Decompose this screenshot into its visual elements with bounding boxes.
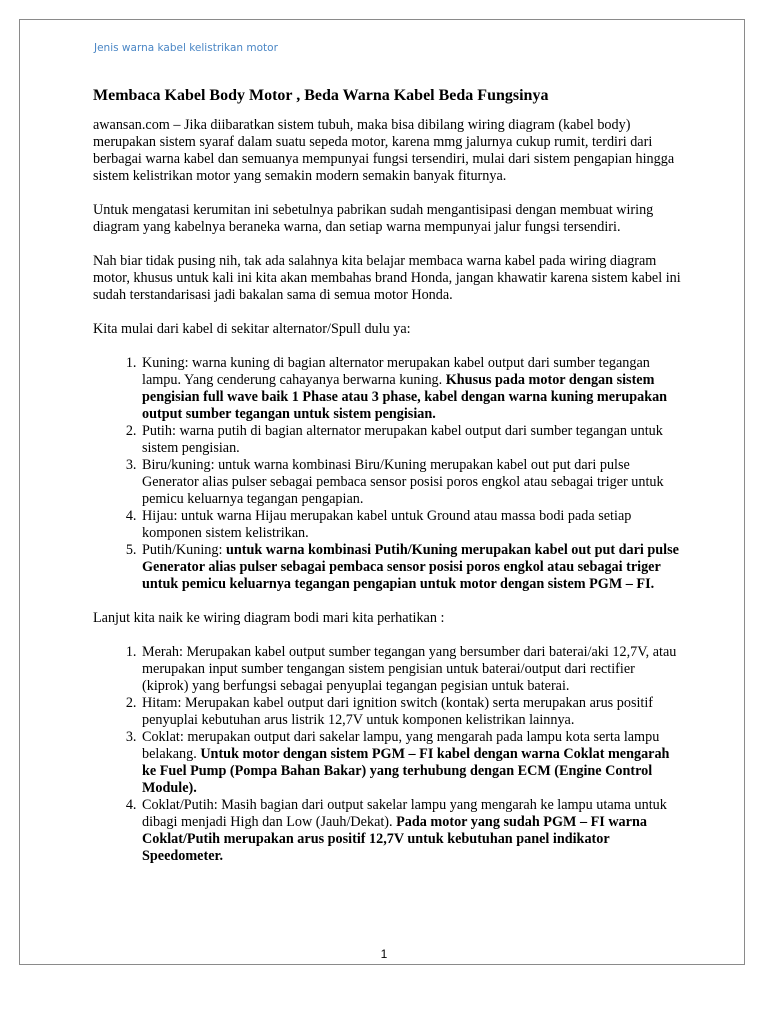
body-wiring-intro: Lanjut kita naik ke wiring diagram bodi mari kita perhatikan : bbox=[93, 610, 445, 626]
item-bold-text: Khusus pada motor dengan sistem pengisian full wave baik 1 Phase atau 3 phase, kabel dengan warna kuning merupakan output sumber tegangan untuk sistem pengisian. bbox=[142, 372, 668, 422]
item-bold-text: Pada motor yang sudah PGM – FI warna Coklat/Putih merupakan arus positif 12,7V untuk kebutuhan panel indikator Speedometer. bbox=[142, 814, 647, 864]
list-item bbox=[140, 508, 683, 542]
list-item bbox=[140, 542, 683, 593]
item-bold-text: untuk warna kombinasi Putih/Kuning merupakan kabel out put dari pulse Generator alias pulser sebagai pembaca sensor posisi poros engkol atau sebagai triger untuk pemicu keluarnya tegangan pengapian untuk motor dengan sistem PGM – FI. bbox=[142, 542, 679, 592]
running-header: Jenis warna kabel kelistrikan motor bbox=[94, 42, 278, 54]
item-bold-text: Untuk motor dengan sistem PGM – FI kabel dengan warna Coklat mengarah ke Fuel Pump (Pompa Bahan Bakar) yang terhubung dengan ECM (Engine Control Module). bbox=[142, 746, 670, 796]
list-item bbox=[140, 797, 683, 865]
article-body bbox=[93, 86, 683, 882]
item-text: Merah: Merupakan kabel output sumber tegangan yang bersumber dari baterai/aki 12,7V, atau merupakan input sumber tengangan sistem pengisian untuk baterai/output dari rectifier (kiprok) yang berfungsi sebagai penyuplai tegangan pegisian untuk baterai. bbox=[142, 644, 677, 694]
alternator-wire-list bbox=[93, 355, 683, 593]
alternator-intro: Kita mulai dari kabel di sekitar alternator/Spull dulu ya: bbox=[93, 321, 411, 337]
item-text: Hijau: untuk warna Hijau merupakan kabel untuk Ground atau massa bodi pada setiap komponen sistem kelistrikan. bbox=[142, 508, 632, 541]
item-text: Hitam: Merupakan kabel output dari ignition switch (kontak) serta merupakan arus positif penyuplai kebutuhan arus listrik 12,7V untuk komponen kelistrikan lainnya. bbox=[142, 695, 654, 728]
item-text: Coklat/Putih: Masih bagian dari output sakelar lampu yang mengarah ke lampu utama untuk dibagi menjadi High dan Low (Jauh/Dekat). bbox=[142, 797, 667, 830]
item-text: Biru/kuning: untuk warna kombinasi Biru/Kuning merupakan kabel out put dari pulse Generator alias pulser sebagai pembaca sensor posisi poros engkol atau sebagai triger untuk pemicu keluarnya tegangan pengapian. bbox=[142, 457, 664, 507]
page-number: 1 bbox=[380, 947, 388, 961]
list-item bbox=[140, 423, 683, 457]
list-item bbox=[140, 355, 683, 423]
list-item bbox=[140, 695, 683, 729]
list-item bbox=[140, 457, 683, 508]
item-text: Kuning: warna kuning di bagian alternator merupakan kabel output dari sumber tegangan lampu. Yang cenderung cahayanya berwarna kuning. bbox=[142, 355, 650, 388]
article-title: Membaca Kabel Body Motor , Beda Warna Kabel Beda Fungsinya bbox=[93, 87, 549, 104]
paragraph-honda-standard: Nah biar tidak pusing nih, tak ada salahnya kita belajar membaca warna kabel pada wiring diagram motor, khusus untuk kali ini kita akan membahas brand Honda, jangan khawatir karena sistem kabel ini sudah terstandarisasi jadi bakalan sama di semua motor Honda. bbox=[93, 253, 681, 303]
body-wire-list bbox=[93, 644, 683, 865]
item-text: Putih/Kuning: bbox=[142, 542, 226, 558]
item-text: Putih: warna putih di bagian alternator merupakan kabel output dari sumber tegangan untuk sistem pengisian. bbox=[142, 423, 663, 456]
intro-paragraph: awansan.com – Jika diibaratkan sistem tubuh, maka bisa dibilang wiring diagram (kabel body) merupakan sistem syaraf dalam suatu sepeda motor, karena mmg jalurnya cukup rumit, terdiri dari berbagai warna kabel dan semuanya mempunyai fungsi tersendiri, mulai dari sistem pengapian hingga sistem kelistrikan motor yang semakin modern semakin banyak fiturnya. bbox=[93, 117, 675, 184]
list-item bbox=[140, 729, 683, 797]
item-text: Coklat: merupakan output dari sakelar lampu, yang mengarah pada lampu kota serta lampu belakang. bbox=[142, 729, 660, 762]
paragraph-colored-wiring: Untuk mengatasi kerumitan ini sebetulnya pabrikan sudah mengantisipasi dengan membuat wiring diagram yang kabelnya beraneka warna, dan setiap warna mempunyai jalur fungsi tersendiri. bbox=[93, 202, 654, 235]
list-item bbox=[140, 644, 683, 695]
